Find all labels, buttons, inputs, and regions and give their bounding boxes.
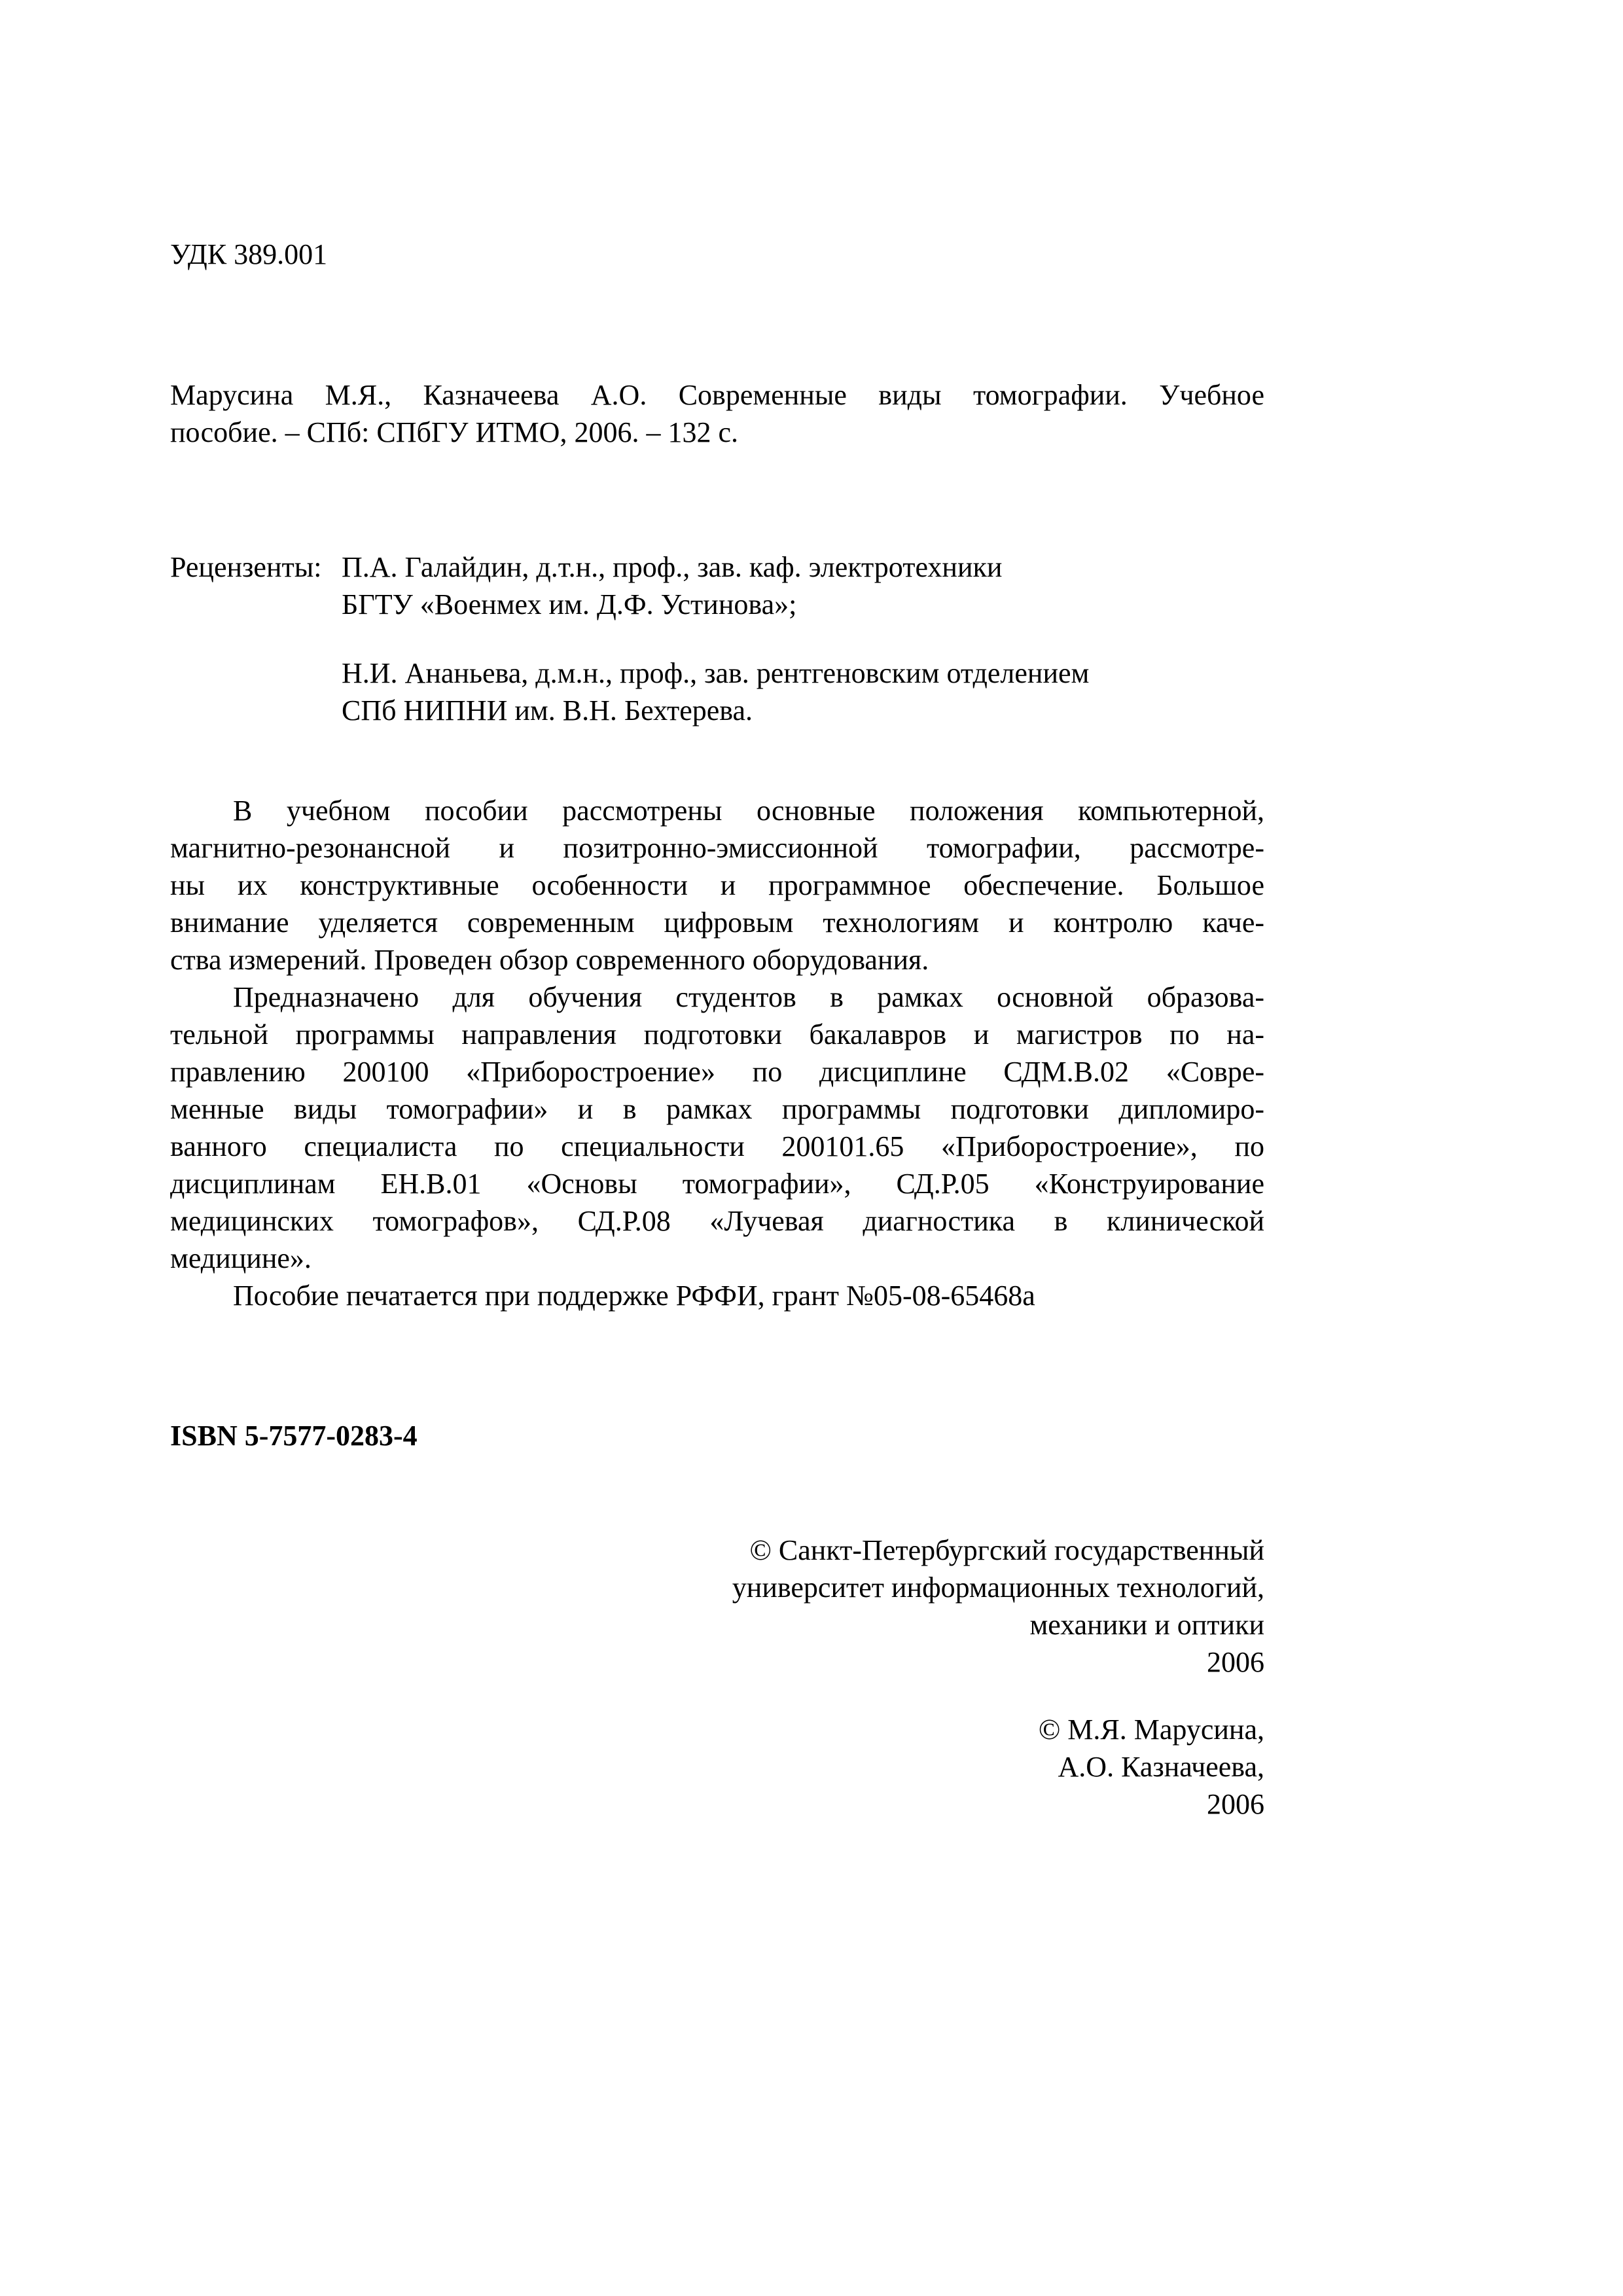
- copyright-line: © Санкт-Петербургский государственный: [749, 1534, 1264, 1566]
- abstract-line: Предназначено для обучения студентов в рамках основной образова-: [233, 981, 1264, 1013]
- abstract-line: Пособие печатается при поддержке РФФИ, грант №05-08-65468а: [233, 1280, 1035, 1312]
- copyright-line: университет информационных технологий,: [732, 1571, 1264, 1604]
- reviewers-label: Рецензенты:: [170, 551, 322, 583]
- abstract-line: тельной программы направления подготовки бакалавров и магистров по на-: [170, 1018, 1264, 1050]
- copyright-line: © М.Я. Марусина,: [1038, 1713, 1264, 1746]
- isbn: ISBN 5-7577-0283-4: [170, 1420, 418, 1452]
- abstract-section: [170, 792, 1264, 1314]
- citation-line: Марусина М.Я., Казначеева А.О. Современные виды томографии. Учебное: [170, 379, 1264, 411]
- copyright-line: А.О. Казначеева,: [1058, 1751, 1264, 1783]
- reviewer-line: Н.И. Ананьева, д.м.н., проф., зав. рентгеновским отделением: [342, 657, 1090, 689]
- copyright-line: 2006: [1207, 1646, 1264, 1678]
- abstract-line: ванного специалиста по специальности 200101.65 «Приборостроение», по: [170, 1130, 1264, 1162]
- copyright-university: [732, 1532, 1264, 1681]
- reviewers-section: [170, 548, 1264, 729]
- bibliographic-citation: [170, 376, 1264, 451]
- udk-code: УДК 389.001: [170, 238, 328, 270]
- reviewer-line: БГТУ «Военмех им. Д.Ф. Устинова»;: [342, 588, 797, 620]
- reviewer-entry: [342, 548, 1264, 623]
- copyright-line: механики и оптики: [1029, 1609, 1264, 1641]
- abstract-line: ны их конструктивные особенности и программное обеспечение. Большое: [170, 869, 1264, 901]
- reviewer-line: П.А. Галайдин, д.т.н., проф., зав. каф. электротехники: [342, 551, 1003, 583]
- abstract-paragraph: [170, 792, 1264, 978]
- abstract-line: дисциплинам ЕН.В.01 «Основы томографии», СД.Р.05 «Конструирование: [170, 1168, 1264, 1200]
- abstract-paragraph: [170, 1277, 1264, 1314]
- abstract-line: менные виды томографии» и в рамках программы подготовки дипломиро-: [170, 1093, 1264, 1125]
- abstract-line: правлению 200100 «Приборостроение» по дисциплине СДМ.В.02 «Совре-: [170, 1056, 1264, 1088]
- abstract-line: медицине».: [170, 1242, 312, 1274]
- abstract-line: В учебном пособии рассмотрены основные положения компьютерной,: [233, 795, 1264, 827]
- citation-line: пособие. – СПб: СПбГУ ИТМО, 2006. – 132 с.: [170, 416, 738, 448]
- copyright-authors: [1039, 1711, 1264, 1823]
- copyright-line: 2006: [1207, 1788, 1264, 1820]
- reviewer-line: СПб НИПНИ им. В.Н. Бехтерева.: [342, 694, 753, 726]
- abstract-line: медицинских томографов», СД.Р.08 «Лучевая диагностика в клинической: [170, 1205, 1264, 1237]
- abstract-paragraph: [170, 978, 1264, 1277]
- abstract-line: ства измерений. Проведен обзор современного оборудования.: [170, 944, 929, 976]
- abstract-line: магнитно-резонансной и позитронно-эмиссионной томографии, рассмотре-: [170, 832, 1264, 864]
- abstract-line: внимание уделяется современным цифровым технологиям и контролю каче-: [170, 906, 1264, 939]
- reviewer-entry: [342, 655, 1264, 729]
